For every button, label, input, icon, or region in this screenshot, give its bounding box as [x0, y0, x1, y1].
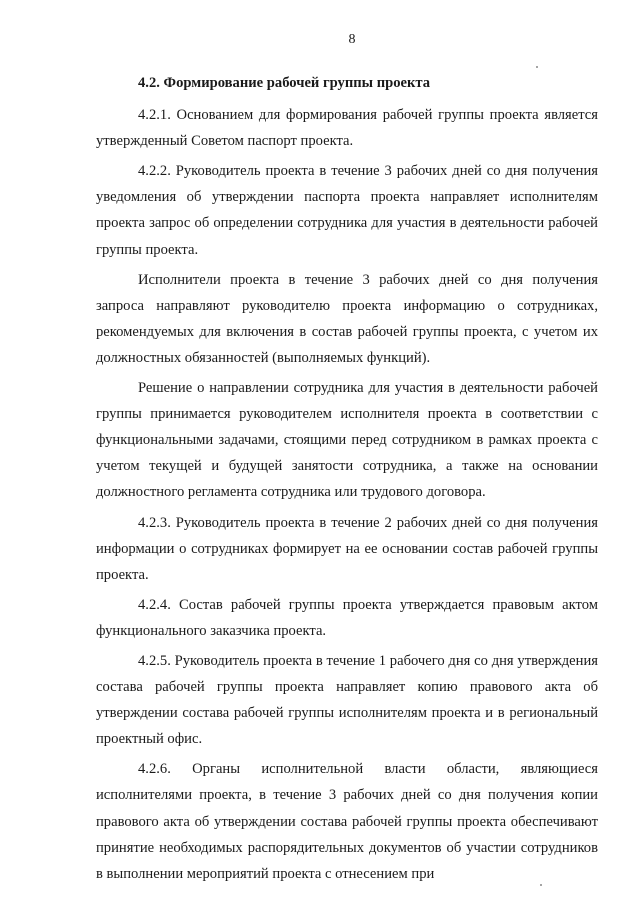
scan-speck — [540, 884, 542, 886]
paragraph-4-2-3: 4.2.3. Руководитель проекта в течение 2 рабочих дней со дня получения информации о сотрудниках формирует на ее основании состав рабочей группы проекта. — [96, 514, 598, 583]
paragraph-4-2-2: 4.2.2. Руководитель проекта в течение 3 рабочих дней со дня получения уведомления об утверждении паспорта проекта направляет исполнителям проекта запрос об определении сотрудника для участия в деятельности рабочей группы проекта. — [96, 163, 598, 258]
scan-speck — [536, 66, 538, 68]
paragraph-executors: Исполнители проекта в течение 3 рабочих дней со дня получения запроса направляют руководителю проекта информацию о сотрудниках, рекомендуемых для включения в состав рабочей группы проекта, с учетом их должностных обязанностей (выполняемых функций). — [96, 271, 598, 366]
page-content — [96, 70, 598, 891]
paragraph-4-2-1: 4.2.1. Основанием для формирования рабочей группы проекта является утвержденный Советом паспорт проекта. — [96, 107, 598, 150]
paragraph-4-2-6: 4.2.6. Органы исполнительной власти области, являющиеся исполнителями проекта, в течение 3 рабочих дней со дня получения копии правового акта об утверждении состава рабочей группы проекта обеспечивают принятие необходимых распорядительных документов об участии сотрудников в выполнении мероприятий проекта с отнесением при — [96, 761, 598, 882]
paragraph-decision: Решение о направлении сотрудника для участия в деятельности рабочей группы принимается руководителем исполнителя проекта в соответствии с функциональными задачами, стоящими перед сотрудником в рамках проекта с учетом текущей и будущей занятости сотрудника, а также на основании должностного регламента сотрудника или трудового договора. — [96, 380, 598, 501]
paragraph-4-2-5: 4.2.5. Руководитель проекта в течение 1 рабочего дня со дня утверждения состава рабочей группы проекта направляет копию правового акта об утверждении состава рабочей группы исполнителям проекта и в региональный проектный офис. — [96, 652, 598, 748]
paragraph-4-2-4: 4.2.4. Состав рабочей группы проекта утверждается правовым актом функционального заказчика проекта. — [96, 596, 598, 639]
section-heading: 4.2. Формирование рабочей группы проекта — [138, 75, 431, 91]
page-number: 8 — [348, 32, 356, 47]
